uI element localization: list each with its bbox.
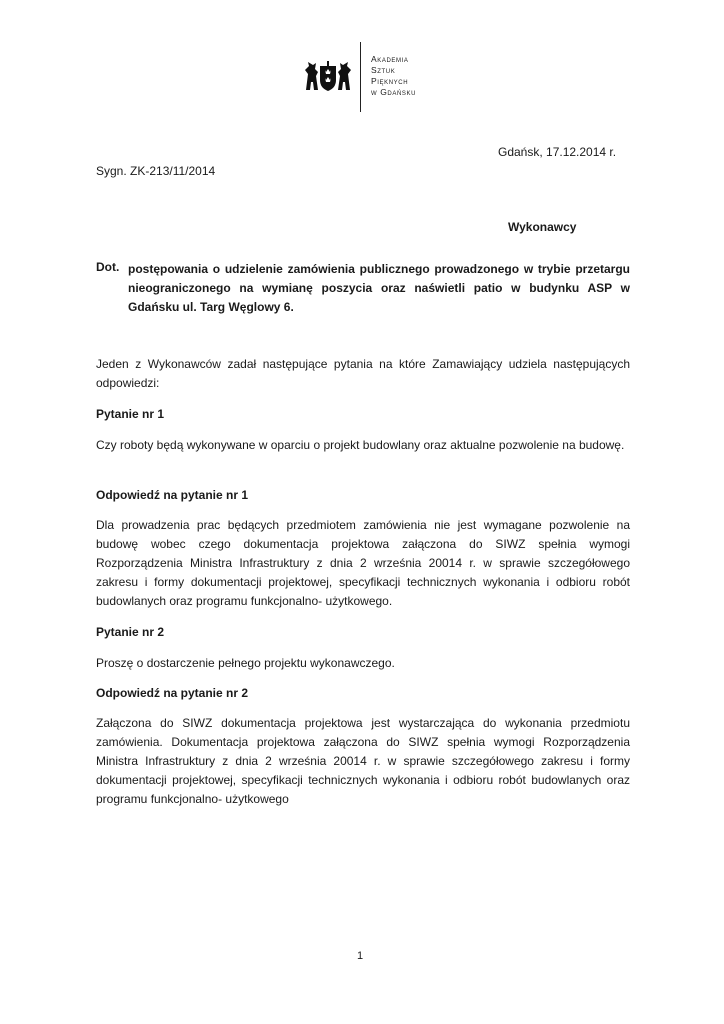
page-number: 1: [357, 950, 364, 962]
addressee: Wykonawcy: [508, 220, 577, 234]
subject-label: Dot.: [96, 260, 120, 274]
subject-text: postępowania o udzielenie zamówienia publicznego prowadzonego w trybie przetargu nieograniczonego na wymianę poszycia oraz naświetli patio w budynku ASP w Gdańsku ul. Targ Węglowy 6.: [128, 262, 630, 314]
institution-name-line: w Gdańsku: [371, 87, 417, 97]
asp-gdansk-crest-icon: [304, 60, 352, 92]
intro-paragraph: Jeden z Wykonawców zadał następujące pytania na które Zamawiający udziela następujących odpowiedzi:: [96, 357, 630, 390]
answer-heading: Odpowiedź na pytanie nr 2: [96, 686, 249, 700]
question-text: Proszę o dostarczenie pełnego projektu wykonawczego.: [96, 656, 395, 670]
institution-name: [371, 54, 416, 98]
place-date: Gdańsk, 17.12.2014 r.: [498, 145, 617, 159]
institution-name-line: Akademia: [371, 54, 409, 64]
question-text: Czy roboty będą wykonywane w oparciu o projekt budowlany oraz aktualne pozwolenie na budowę.: [96, 438, 625, 452]
question-heading: Pytanie nr 2: [96, 625, 165, 639]
institution-name-line: Sztuk: [371, 65, 396, 75]
answer-heading: Odpowiedź na pytanie nr 1: [96, 488, 249, 502]
answer-text: Dla prowadzenia prac będących przedmiotem zamówienia nie jest wymagane pozwolenie na budowę wobec czego dokumentacja projektowa załączona do SIWZ spełnia wymogi Rozporządzenia Ministra Infrastruktury z dnia 2 września 20014 r. w sprawie szczegółowego zakresu i formy dokumentacji projektowej, specyfikacji technicznych wykonania i odbioru robót budowlanych oraz programu funkcjonalno- użytkowego.: [96, 518, 630, 608]
answer-text: Załączona do SIWZ dokumentacja projektowa jest wystarczająca do wykonania przedmiotu zamówienia. Dokumentacja projektowa załączona do SIWZ spełnia wymogi Rozporządzenia Ministra Infrastruktury z dnia 2 września 20014 r. w sprawie szczegółowego zakresu i formy dokumentacji projektowej, specyfikacji technicznych wykonania i odbioru robót budowlanych oraz programu funkcjonalno- użytkowego: [96, 716, 630, 806]
question-heading: Pytanie nr 1: [96, 407, 165, 421]
logo-divider: [360, 42, 361, 112]
reference-number: Sygn. ZK-213/11/2014: [96, 164, 216, 178]
institution-name-line: Pięknych: [371, 76, 409, 86]
